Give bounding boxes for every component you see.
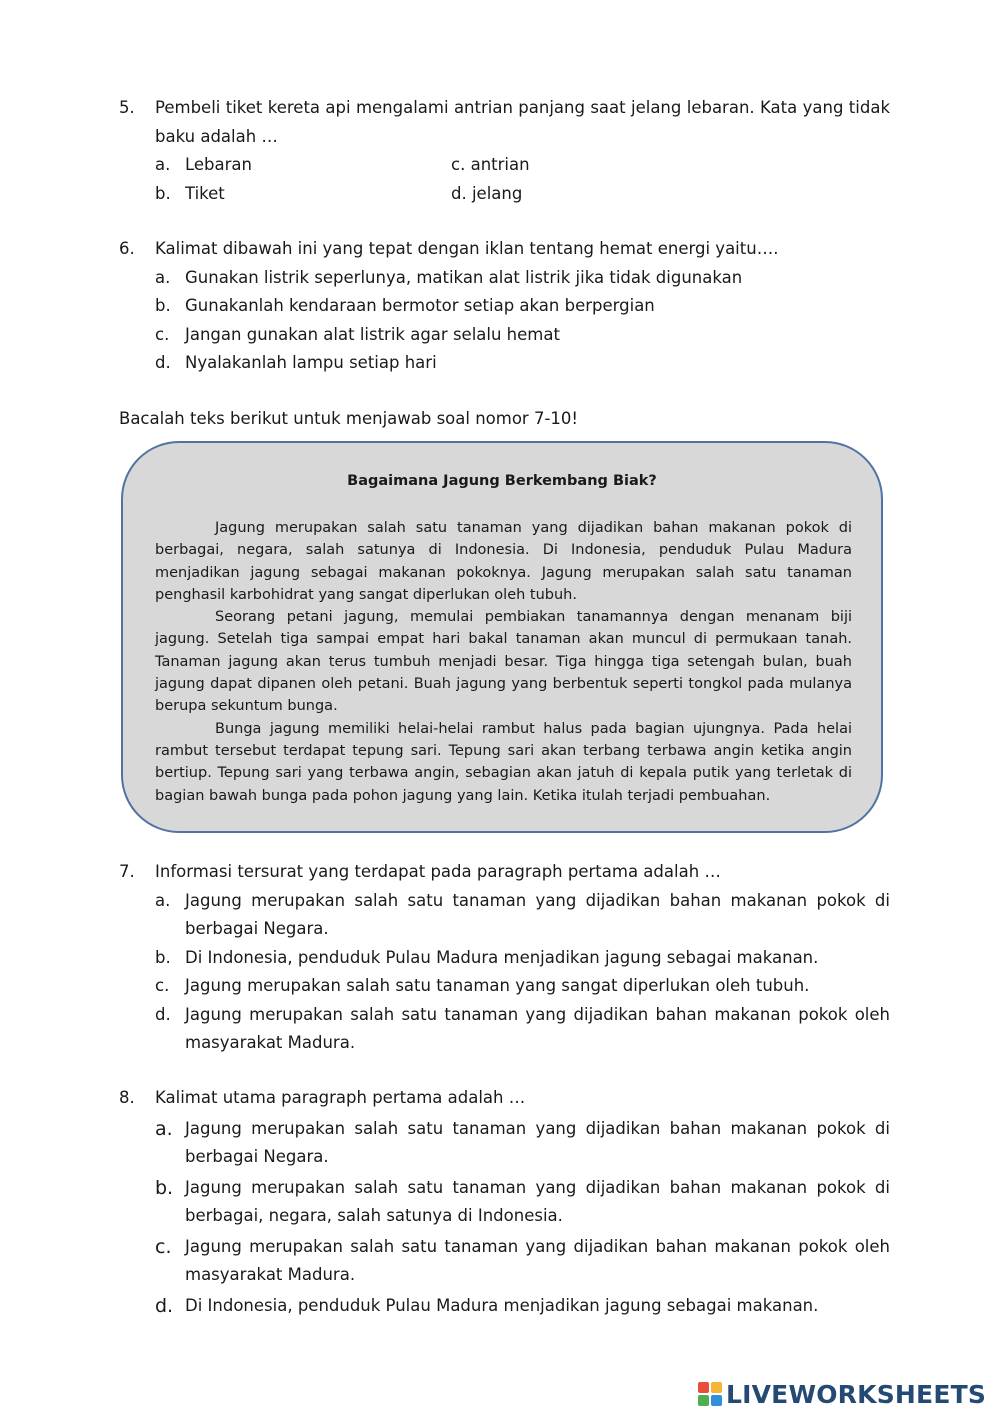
- option-b[interactable]: b. Gunakanlah kendaraan bermotor setiap akan berpergian: [155, 296, 655, 315]
- reading-instruction: Bacalah teks berikut untuk menjawab soal nomor 7-10!: [119, 409, 579, 428]
- reading-passage-box: [121, 441, 883, 833]
- question-stem: Kalimat utama paragraph pertama adalah …: [155, 1088, 526, 1107]
- options: [155, 264, 890, 378]
- question-8: [119, 1084, 890, 1320]
- option-b[interactable]: b. Di Indonesia, penduduk Pulau Madura menjadikan jagung sebagai makanan.: [155, 947, 819, 967]
- logo-tile: [711, 1382, 722, 1393]
- passage-paragraph: Bunga jagung memiliki helai-helai rambut halus pada bagian ujungnya. Pada helai rambut tersebut terdapat tepung sari. Tepung sari akan terbang terbawa angin ketika angin bertiup. Tepung sari yang terbawa angin, sebagian akan jatuh di kepala putik yang terletak di bagian bawah bunga pada pohon jagung yang lain. Ketika itulah terjadi pembuahan.: [155, 720, 852, 804]
- question-stem: Pembeli tiket kereta api mengalami antrian panjang saat jelang lebaran. Kata yang tidak baku adalah …: [155, 98, 890, 146]
- option-b[interactable]: b. Tiket: [155, 183, 225, 203]
- option-a[interactable]: a. Lebaran: [155, 155, 252, 174]
- options: [155, 151, 890, 208]
- option-c[interactable]: c. Jagung merupakan salah satu tanaman yang dijadikan bahan makanan pokok oleh masyarakat Madura.: [155, 1235, 890, 1284]
- options: [155, 1115, 890, 1321]
- options: [155, 887, 890, 1058]
- question-6: [119, 235, 890, 378]
- question-number: 8.: [119, 1088, 135, 1107]
- option-a[interactable]: a. Jagung merupakan salah satu tanaman yang dijadikan bahan makanan pokok di berbagai Negara.: [155, 890, 890, 938]
- option-d[interactable]: d. jelang: [451, 183, 523, 203]
- liveworksheets-wordmark: LIVEWORKSHEETS: [726, 1379, 987, 1409]
- question-stem: Kalimat dibawah ini yang tepat dengan iklan tentang hemat energi yaitu….: [155, 239, 779, 258]
- option-c[interactable]: c. Jagung merupakan salah satu tanaman yang sangat diperlukan oleh tubuh.: [155, 976, 810, 995]
- passage-title: Bagaimana Jagung Berkembang Biak?: [347, 473, 657, 489]
- question-5: [119, 94, 890, 208]
- option-d[interactable]: d. Di Indonesia, penduduk Pulau Madura menjadikan jagung sebagai makanan.: [155, 1294, 819, 1317]
- option-c[interactable]: c. Jangan gunakan alat listrik agar selalu hemat: [155, 324, 560, 344]
- option-b[interactable]: b. Jagung merupakan salah satu tanaman yang dijadikan bahan makanan pokok di berbagai, negara, salah satunya di Indonesia.: [155, 1176, 890, 1225]
- option-d[interactable]: d. Jagung merupakan salah satu tanaman yang dijadikan bahan makanan pokok oleh masyarakat Madura.: [155, 1004, 890, 1052]
- passage-paragraph: Seorang petani jagung, memulai pembiakan tanamannya dengan menanam biji jagung. Setelah tiga sampai empat hari bakal tanaman akan muncul di permukaan tanah. Tanaman jagung akan terus tumbuh menjadi besar. Tiga hingga tiga setengah bulan, buah jagung dapat dipanen oleh petani. Buah jagung yang berbentuk seperti tongkol pada mulanya berupa sekuntum bunga.: [155, 609, 852, 715]
- option-c[interactable]: c. antrian: [451, 155, 530, 174]
- passage-body: [155, 517, 852, 807]
- question-number: 7.: [119, 862, 135, 881]
- logo-tile: [698, 1382, 709, 1393]
- option-d[interactable]: d. Nyalakanlah lampu setiap hari: [155, 353, 437, 372]
- question-stem: Informasi tersurat yang terdapat pada paragraph pertama adalah …: [155, 862, 721, 881]
- question-number: 6.: [119, 239, 135, 258]
- option-a[interactable]: a. Gunakan listrik seperlunya, matikan alat listrik jika tidak digunakan: [155, 267, 743, 287]
- option-a[interactable]: a. Jagung merupakan salah satu tanaman yang dijadikan bahan makanan pokok di berbagai Negara.: [155, 1117, 890, 1166]
- liveworksheets-logo-icon: [698, 1382, 722, 1406]
- logo-tile: [711, 1395, 722, 1406]
- passage-paragraph: Jagung merupakan salah satu tanaman yang dijadikan bahan makanan pokok di berbagai, negara, salah satunya di Indonesia. Di Indonesia, penduduk Pulau Madura menjadikan jagung sebagai makanan pokoknya. Jagung merupakan salah satu tanaman penghasil karbohidrat yang sangat diperlukan oleh tubuh.: [155, 520, 852, 603]
- question-7: [119, 858, 890, 1058]
- logo-tile: [698, 1395, 709, 1406]
- question-number: 5.: [119, 98, 135, 117]
- liveworksheets-logo: [698, 1377, 986, 1411]
